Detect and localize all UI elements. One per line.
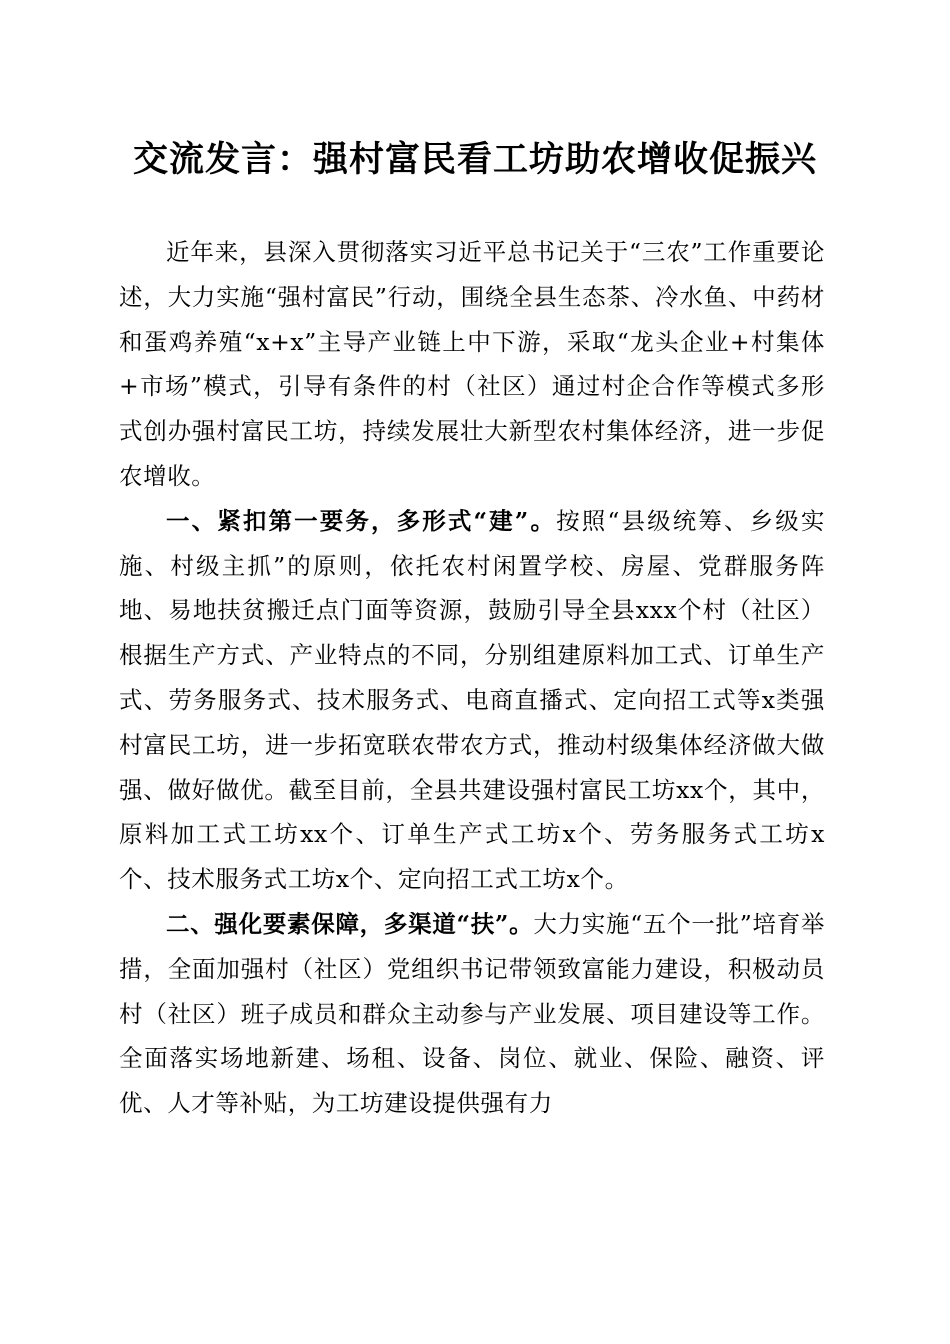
- document-title: 交流发言：强村富民看工坊助农增收促振兴: [132, 139, 817, 180]
- section-1-heading: 一、紧扣第一要务，多形式“建”。: [166, 506, 557, 535]
- paragraph-intro: [119, 230, 825, 499]
- section-2-text: 大力实施“五个一批”培育举措，全面加强村（社区）党组织书记带领致富能力建设，积极动员村（社区）班子成员和群众主动参与产业发展、项目建设等工作。全面落实场地新建、场租、设备、岗位、就业、保险、融资、评优、人才等补贴，为工坊建设提供强有力: [119, 909, 826, 1118]
- section-2-heading: 二、强化要素保障，多渠道“扶”。: [166, 909, 534, 938]
- section-1-text: 按照“县级统筹、乡级实施、村级主抓”的原则，依托农村闲置学校、房屋、党群服务阵地、易地扶贫搬迁点门面等资源，鼓励引导全县xxx个村（社区）根据生产方式、产业特点的不同，分别组建原料加工式、订单生产式、劳务服务式、技术服务式、电商直播式、定向招工式等x类强村富民工坊，进一步拓宽联农带农方式，推动村级集体经济做大做强、做好做优。截至目前，全县共建设强村富民工坊xx个，其中，原料加工式工坊xx个、订单生产式工坊x个、劳务服务式工坊x个、技术服务式工坊x个、定向招工式工坊x个。: [119, 506, 825, 894]
- paragraph-section-2: [119, 902, 825, 1126]
- paragraph-section-1: [119, 499, 825, 902]
- paragraph-intro-text: 近年来，县深入贯彻落实习近平总书记关于“三农”工作重要论述，大力实施“强村富民”行动，围绕全县生态茶、冷水鱼、中药材和蛋鸡养殖“x+x”主导产业链上中下游，采取“龙头企业+村集体+市场”模式，引导有条件的村（社区）通过村企合作等模式多形式创办强村富民工坊，持续发展壮大新型农村集体经济，进一步促农增收。: [119, 238, 825, 490]
- document-body: [119, 230, 825, 1126]
